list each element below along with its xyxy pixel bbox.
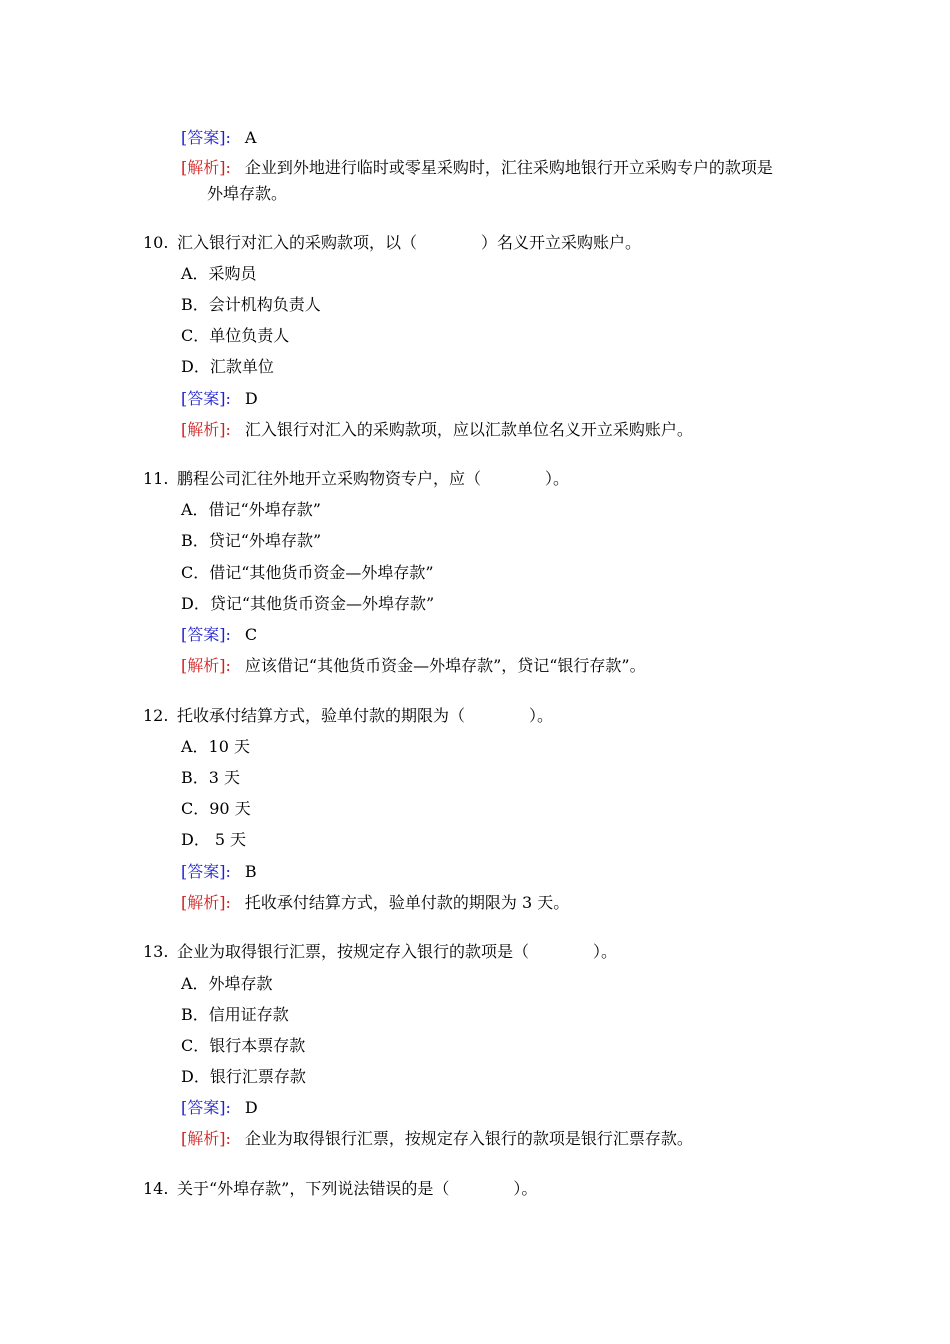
- option-b: B．会计机构负责人: [181, 295, 321, 314]
- answer-tag: [答案]:: [181, 128, 231, 147]
- option-c: C．借记“其他货币资金—外埠存款”: [181, 563, 434, 582]
- option-a: A．外埠存款: [181, 974, 273, 993]
- answer-line: [181, 127, 256, 149]
- explanation-tag: [解析]:: [181, 656, 231, 675]
- explanation-tag: [解析]:: [181, 893, 231, 912]
- answer-value: C: [244, 625, 258, 644]
- answer-tag: [答案]:: [181, 862, 231, 881]
- explanation-text: 企业到外地进行临时或零星采购时，汇往采购地银行开立采购专户的款项是: [244, 158, 773, 177]
- answer-value: A: [244, 128, 257, 147]
- answer-line: [181, 388, 258, 410]
- question-text: 汇入银行对汇入的采购款项，以（ ）名义开立采购账户。: [177, 233, 642, 252]
- question-number: 13.: [143, 942, 169, 961]
- explanation-line: [181, 419, 693, 441]
- answer-line: [181, 861, 257, 883]
- option-a: A．借记“外埠存款”: [181, 500, 321, 519]
- explanation-line: [181, 655, 646, 677]
- option-c: C．90 天: [181, 799, 251, 818]
- answer-value: B: [244, 862, 257, 881]
- explanation-tag: [解析]:: [181, 158, 231, 177]
- explanation-tag: [解析]:: [181, 420, 231, 439]
- question-number: 10.: [143, 233, 169, 252]
- explanation-line: [181, 1128, 693, 1150]
- answer-value: D: [244, 389, 258, 408]
- option-d: D． 5 天: [181, 830, 247, 849]
- answer-line: [181, 1097, 258, 1119]
- option-d: D．汇款单位: [181, 357, 274, 376]
- answer-value: D: [244, 1098, 258, 1117]
- question-text: 企业为取得银行汇票，按规定存入银行的款项是（ ）。: [177, 942, 618, 961]
- option-a: A．采购员: [181, 264, 257, 283]
- question-14: [143, 1178, 537, 1200]
- explanation-text: 汇入银行对汇入的采购款项，应以汇款单位名义开立采购账户。: [244, 420, 693, 439]
- answer-line: [181, 624, 257, 646]
- option-b: B．信用证存款: [181, 1005, 289, 1024]
- explanation-continuation: 外埠存款。: [207, 184, 288, 203]
- question-12: [143, 705, 553, 727]
- option-a: A．10 天: [181, 737, 251, 756]
- question-11: [143, 468, 569, 490]
- question-text: 鹏程公司汇往外地开立采购物资专户，应（ ）。: [177, 469, 570, 488]
- question-10: [143, 232, 641, 254]
- explanation-line: [181, 157, 773, 179]
- question-text: 关于“外埠存款”，下列说法错误的是（ ）。: [177, 1179, 538, 1198]
- question-number: 12.: [143, 706, 169, 725]
- question-13: [143, 941, 617, 963]
- option-b: B．贷记“外埠存款”: [181, 531, 322, 550]
- explanation-text: 企业为取得银行汇票，按规定存入银行的款项是银行汇票存款。: [244, 1129, 693, 1148]
- option-d: D．贷记“其他货币资金—外埠存款”: [181, 594, 435, 613]
- option-c: C．银行本票存款: [181, 1036, 306, 1055]
- explanation-text: 托收承付结算方式，验单付款的期限为 3 天。: [244, 893, 570, 912]
- question-number: 14.: [143, 1179, 169, 1198]
- answer-tag: [答案]:: [181, 389, 231, 408]
- explanation-tag: [解析]:: [181, 1129, 231, 1148]
- question-number: 11.: [143, 469, 169, 488]
- answer-tag: [答案]:: [181, 625, 231, 644]
- explanation-line: [181, 892, 569, 914]
- explanation-text: 应该借记“其他货币资金—外埠存款”，贷记“银行存款”。: [244, 656, 646, 675]
- option-c: C．单位负责人: [181, 326, 290, 345]
- question-text: 托收承付结算方式，验单付款的期限为（ ）。: [177, 706, 554, 725]
- answer-tag: [答案]:: [181, 1098, 231, 1117]
- option-d: D．银行汇票存款: [181, 1067, 306, 1086]
- option-b: B．3 天: [181, 768, 241, 787]
